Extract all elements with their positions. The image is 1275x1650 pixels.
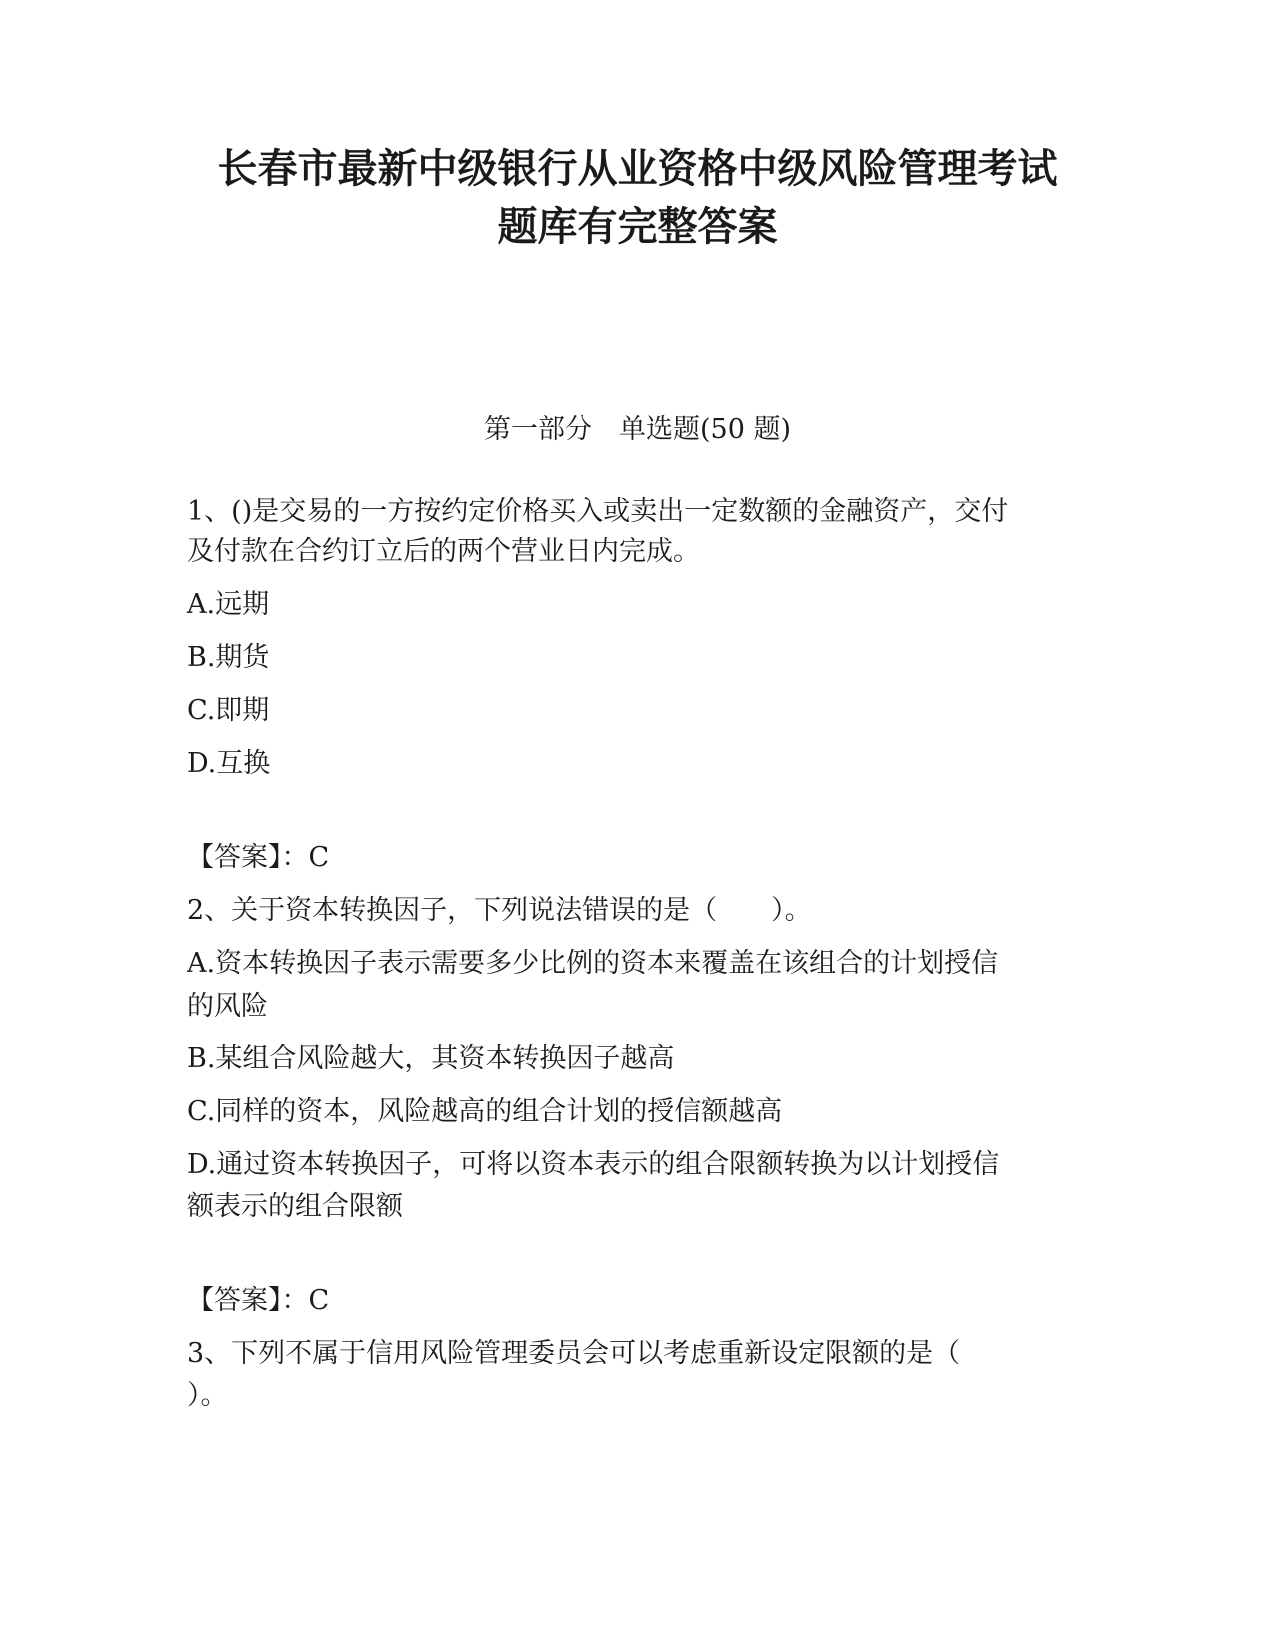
section-heading: 第一部分 单选题(50 题) xyxy=(483,414,791,445)
q2-option-b: B.某组合风险越大，其资本转换因子越高 xyxy=(187,1043,675,1074)
q1-answer: 【答案】：C xyxy=(187,842,330,873)
title-line-2: 题库有完整答案 xyxy=(497,204,778,250)
q2-option-a-line-2: 的风险 xyxy=(187,991,268,1022)
q3-stem-line-2: ）。 xyxy=(187,1380,228,1411)
q2-option-d-line-1: D.通过资本转换因子，可将以资本表示的组合限额转换为以计划授信 xyxy=(187,1149,1000,1180)
q2-option-c: C.同样的资本，风险越高的组合计划的授信额越高 xyxy=(187,1096,783,1127)
q2-option-a-line-1: A.资本转换因子表示需要多少比例的资本来覆盖在该组合的计划授信 xyxy=(187,948,999,979)
title-line-1: 长春市最新中级银行从业资格中级风险管理考试 xyxy=(217,146,1058,192)
q2-option-d-line-2: 额表示的组合限额 xyxy=(187,1191,403,1222)
document-title xyxy=(150,140,1125,256)
q1-stem-line-2: 及付款在合约订立后的两个营业日内完成。 xyxy=(187,536,700,567)
q1-option-a: A.远期 xyxy=(187,589,270,620)
q2-stem: 2、关于资本转换因子，下列说法错误的是（ ）。 xyxy=(187,895,812,926)
q1-option-d: D.互换 xyxy=(187,748,271,779)
q2-answer: 【答案】：C xyxy=(187,1285,330,1316)
q1-option-c: C.即期 xyxy=(187,695,270,726)
q1-stem-line-1: 1、()是交易的一方按约定价格买入或卖出一定数额的金融资产，交付 xyxy=(187,496,1009,527)
q1-option-b: B.期货 xyxy=(187,642,270,673)
q3-stem-line-1: 3、下列不属于信用风险管理委员会可以考虑重新设定限额的是（ xyxy=(187,1338,961,1369)
